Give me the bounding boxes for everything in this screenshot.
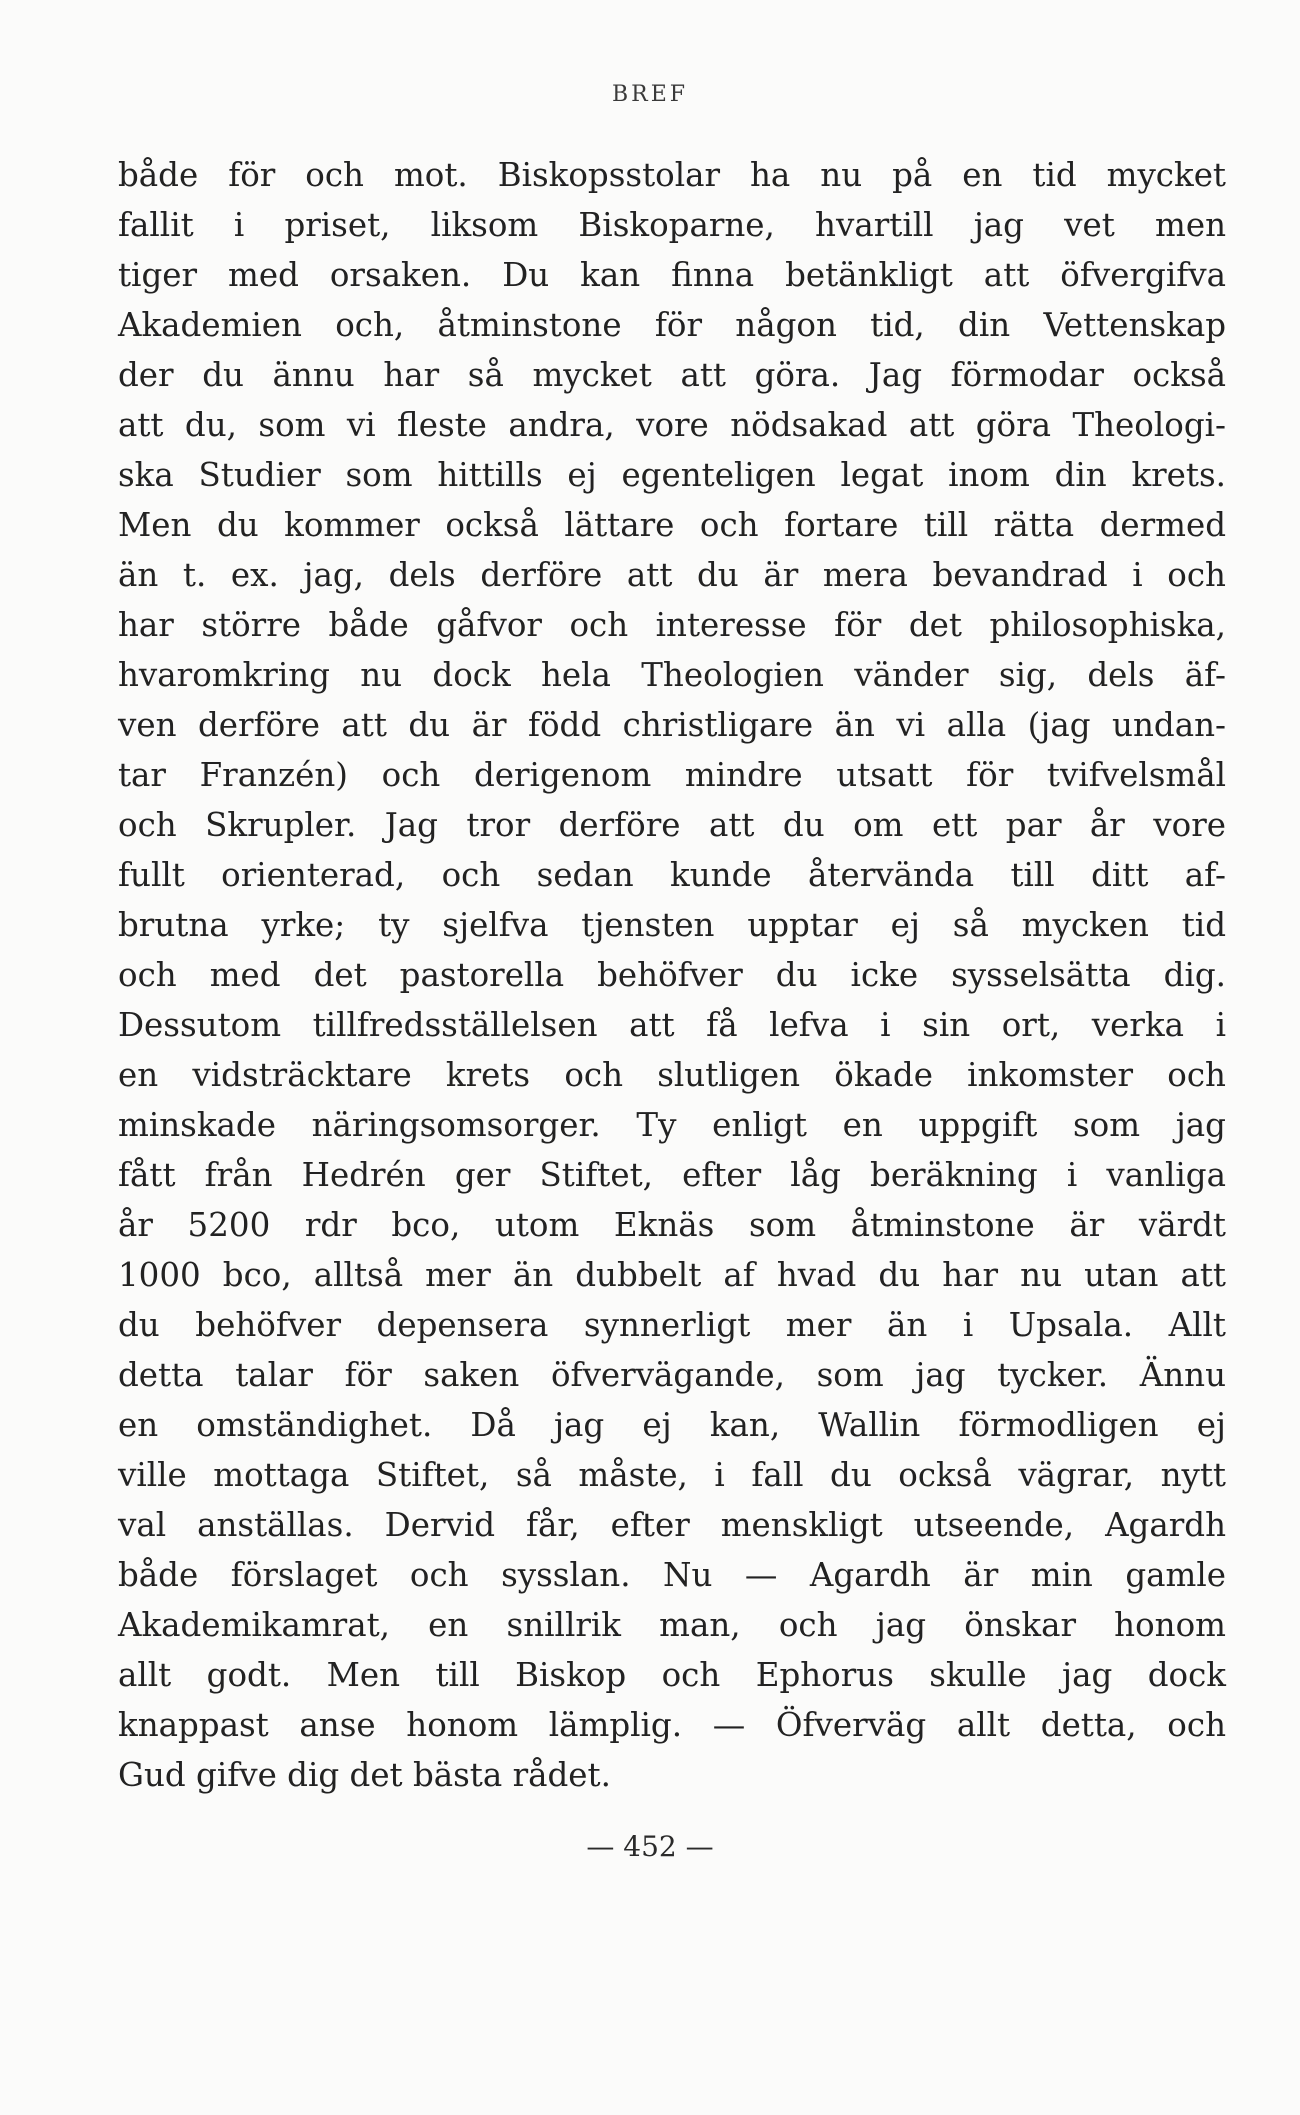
text-line: ville mottaga Stiftet, så måste, i fall du också vägrar, nytt <box>118 1456 1226 1494</box>
text-line: fått från Hedrén ger Stiftet, efter låg beräkning i vanliga <box>118 1156 1226 1194</box>
text-line: der du ännu har så mycket att göra. Jag förmodar också <box>118 356 1226 394</box>
text-line: hvaromkring nu dock hela Theologien vänder sig, dels äf- <box>118 656 1226 694</box>
text-line: fallit i priset, liksom Biskoparne, hvartill jag vet men <box>118 206 1226 244</box>
text-line: än t. ex. jag, dels derföre att du är mera bevandrad i och <box>118 556 1226 594</box>
text-line: knappast anse honom lämplig. — Öfverväg allt detta, och <box>118 1706 1226 1744</box>
text-line: Men du kommer också lättare och fortare till rätta dermed <box>118 506 1226 544</box>
text-line: en omständighet. Då jag ej kan, Wallin förmodligen ej <box>118 1406 1226 1444</box>
letter-body <box>118 150 1226 1800</box>
running-head: BREF <box>611 82 689 107</box>
text-line: Dessutom tillfredsställelsen att få lefva i sin ort, verka i <box>118 1006 1226 1044</box>
text-line: Akademien och, åtminstone för någon tid, din Vettenskap <box>118 306 1226 344</box>
text-line: har större både gåfvor och interesse för det philosophiska, <box>118 606 1226 644</box>
text-line: du behöfver depensera synnerligt mer än i Upsala. Allt <box>118 1306 1226 1344</box>
text-line: både förslaget och sysslan. Nu — Agardh är min gamle <box>118 1556 1226 1594</box>
text-line: Akademikamrat, en snillrik man, och jag önskar honom <box>118 1606 1226 1644</box>
text-line: brutna yrke; ty sjelfva tjensten upptar ej så mycken tid <box>118 906 1226 944</box>
text-line: och Skrupler. Jag tror derföre att du om ett par år vore <box>118 806 1226 844</box>
text-line: 1000 bco, alltså mer än dubbelt af hvad du har nu utan att <box>118 1256 1226 1294</box>
page-number: — 452 — <box>586 1830 714 1863</box>
text-line-last: Gud gifve dig det bästa rådet. <box>118 1756 611 1794</box>
text-line: ven derföre att du är född christligare än vi alla (jag undan- <box>118 706 1226 744</box>
text-line: en vidsträcktare krets och slutligen ökade inkomster och <box>118 1056 1226 1094</box>
text-line: både för och mot. Biskopsstolar ha nu på en tid mycket <box>118 156 1226 194</box>
text-line: tiger med orsaken. Du kan finna betänkligt att öfvergifva <box>118 256 1226 294</box>
text-line: och med det pastorella behöfver du icke sysselsätta dig. <box>118 956 1226 994</box>
text-line: år 5200 rdr bco, utom Eknäs som åtminstone är värdt <box>118 1206 1226 1244</box>
text-line: att du, som vi fleste andra, vore nödsakad att göra Theologi- <box>118 406 1226 444</box>
text-line: val anställas. Dervid får, efter menskligt utseende, Agardh <box>118 1506 1226 1544</box>
text-line: detta talar för saken öfvervägande, som jag tycker. Ännu <box>118 1356 1226 1394</box>
text-line: ska Studier som hittills ej egenteligen legat inom din krets. <box>118 456 1226 494</box>
text-line: fullt orienterad, och sedan kunde återvända till ditt af- <box>118 856 1226 894</box>
text-line: minskade näringsomsorger. Ty enligt en uppgift som jag <box>118 1106 1226 1144</box>
text-line: allt godt. Men till Biskop och Ephorus skulle jag dock <box>118 1656 1226 1694</box>
text-line: tar Franzén) och derigenom mindre utsatt för tvifvelsmål <box>118 756 1226 794</box>
